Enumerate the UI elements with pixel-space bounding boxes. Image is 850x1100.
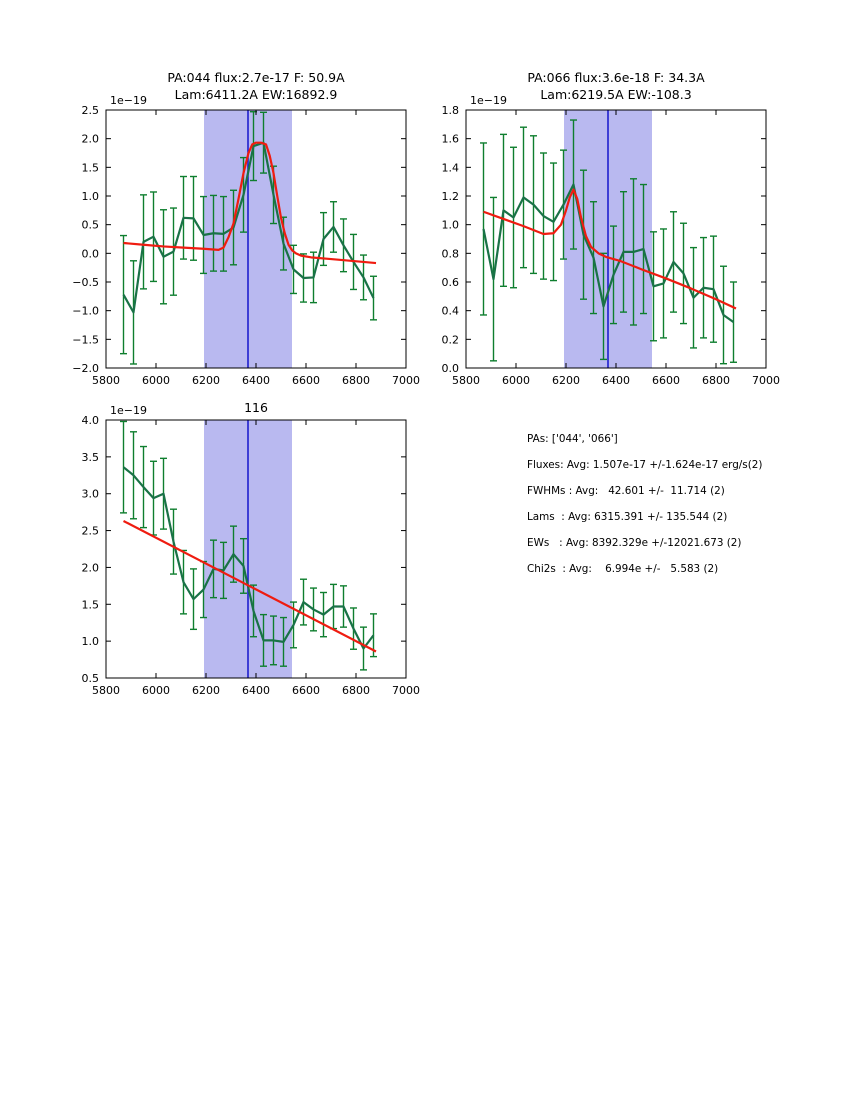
y-tick-label: 0.5 [81,218,99,232]
title-line: 116 [244,400,268,415]
stats-line-lams: Lams : Avg: 6315.391 +/- 135.544 (2) [527,511,728,523]
stats-line-fwhms: FWHMs : Avg: 42.601 +/- 11.714 (2) [527,485,725,497]
x-tick-label: 6000 [142,374,170,387]
x-tick-label: 6800 [702,374,730,387]
x-tick-label: 6600 [292,374,320,387]
axis-offset-label: 1e−19 [110,404,147,417]
y-tick-label: 1.4 [441,161,459,175]
title-line: Lam:6219.5A EW:-108.3 [540,87,692,102]
y-tick-label: 3.5 [81,450,99,464]
subplot-combined-116 [50,400,422,700]
comb116-chart [50,400,422,700]
x-tick-label: 6400 [242,684,270,697]
y-tick-label: 4.0 [81,414,99,427]
y-tick-label: 1.6 [441,132,459,146]
y-tick-label: 1.8 [441,104,459,117]
y-tick-label: 0.5 [81,672,99,685]
y-tick-label: 0.8 [441,247,459,261]
axis-offset-label: 1e−19 [110,94,147,107]
x-tick-label: 7000 [392,374,420,387]
y-tick-label: 1.0 [81,190,99,203]
y-tick-label: −1.0 [72,304,99,318]
x-tick-label: 5800 [92,684,120,697]
x-tick-label: 6400 [242,374,270,387]
x-tick-label: 6200 [192,684,220,697]
y-tick-label: 2.5 [81,524,99,538]
y-tick-label: 0.4 [441,304,459,318]
stats-line-pas: PAs: ['044', '066'] [527,433,618,445]
stats-line-fluxes: Fluxes: Avg: 1.507e-17 +/-1.624e-17 erg/s(2) [527,459,763,471]
stats-panel [527,433,762,589]
y-tick-label: −1.5 [72,333,99,347]
x-tick-label: 6200 [552,374,580,387]
y-tick-label: −2.0 [72,362,99,375]
y-tick-label: 2.0 [81,561,99,575]
y-tick-label: 1.2 [441,190,459,203]
y-tick-label: 0.6 [441,276,459,289]
x-tick-label: 6400 [602,374,630,387]
title-line: Lam:6411.2A EW:16892.9 [174,87,338,102]
y-tick-label: 2.5 [81,104,99,117]
title-line: PA:044 flux:2.7e-17 F: 50.9A [167,70,345,85]
x-tick-label: 7000 [392,684,420,697]
y-tick-label: 1.5 [81,161,99,175]
y-tick-label: 2.0 [81,132,99,146]
pa066-chart [410,90,782,390]
y-tick-label: 3.0 [81,487,99,501]
x-tick-label: 6200 [192,374,220,387]
subplot-pa066 [410,90,782,390]
y-tick-label: 0.0 [81,247,99,261]
y-tick-label: 1.5 [81,598,99,612]
y-tick-label: 1.0 [441,218,459,232]
y-tick-label: 0.2 [441,333,459,347]
title-line: PA:066 flux:3.6e-18 F: 34.3A [527,70,705,85]
x-tick-label: 6600 [652,374,680,387]
axis-offset-label: 1e−19 [470,94,507,107]
x-tick-label: 6000 [142,684,170,697]
x-tick-label: 7000 [752,374,780,387]
stats-line-chi2s: Chi2s : Avg: 6.994e +/- 5.583 (2) [527,563,719,575]
y-tick-label: 0.0 [441,362,459,375]
x-tick-label: 6800 [342,374,370,387]
y-tick-label: −0.5 [72,276,99,289]
x-tick-label: 6000 [502,374,530,387]
pa044-chart [50,90,422,390]
x-tick-label: 5800 [452,374,480,387]
x-tick-label: 5800 [92,374,120,387]
x-tick-label: 6600 [292,684,320,697]
y-tick-label: 1.0 [81,635,99,649]
subplot-pa044 [50,90,422,390]
stats-line-ews: EWs : Avg: 8392.329e +/-12021.673 (2) [527,537,742,549]
x-tick-label: 6800 [342,684,370,697]
